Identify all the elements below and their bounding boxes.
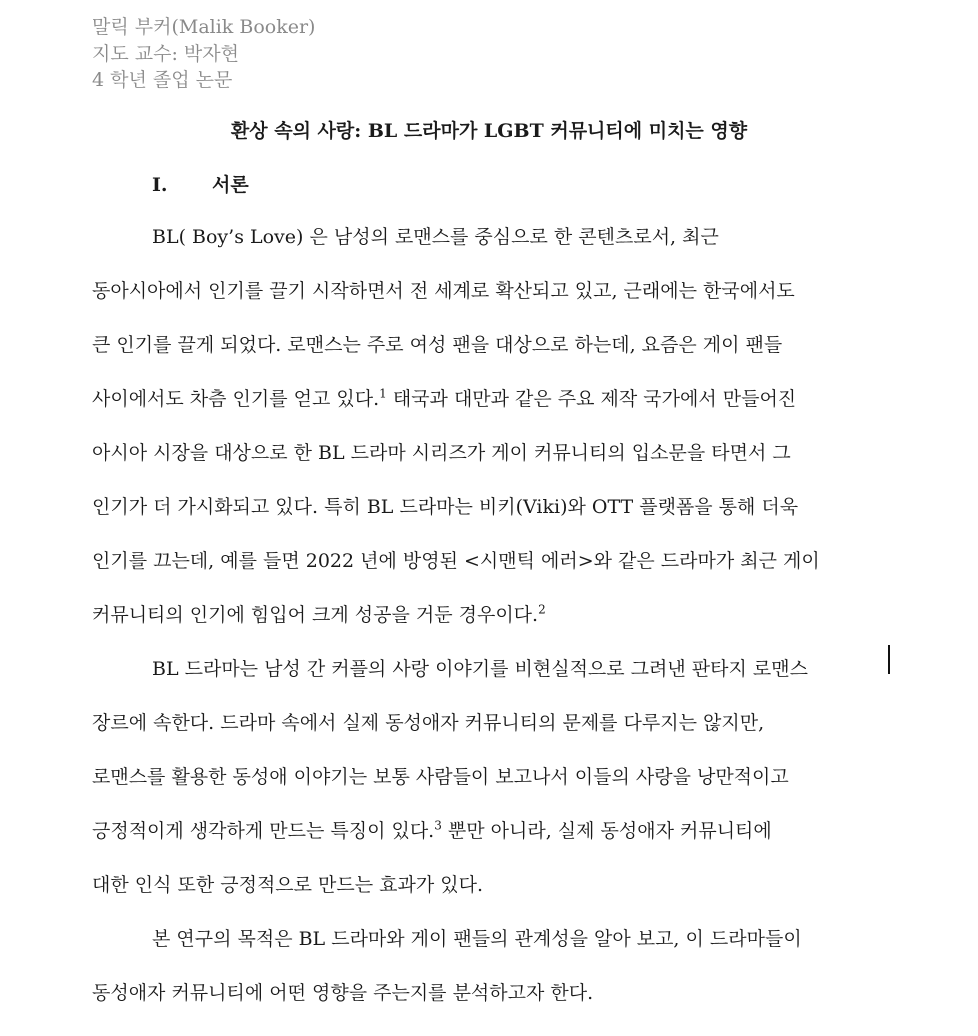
- section-title: 서론: [212, 174, 249, 196]
- text-line: 사이에서도 차츰 인기를 얻고 있다.$^1$ 태국과 대만과 같은 주요 제작 국가에서 만들어진: [92, 386, 797, 410]
- section-heading: [152, 170, 249, 197]
- author-line: 말릭 부커(Malik Booker): [92, 16, 316, 38]
- document-header: [92, 14, 315, 94]
- paper-title: 환상 속의 사랑: BL 드라마가 LGBT 커뮤니티에 미치는 영향: [230, 120, 748, 142]
- text-line: 대한 인식 또한 긍정적으로 만드는 효과가 있다.: [92, 874, 484, 896]
- text-line: 커뮤니티의 인기에 힘입어 크게 성공을 거둔 경우이다.$^2$: [92, 602, 546, 626]
- text-line: 동성애자 커뮤니티에 어떤 영향을 주는지를 분석하고자 한다.: [92, 982, 594, 1004]
- text-line: 아시아 시장을 대상으로 한 BL 드라마 시리즈가 게이 커뮤니티의 입소문을 타면서 그: [92, 442, 791, 464]
- text-line: 인기를 끄는데, 예를 들면 2022 년에 방영된 <시맨틱 에러>와 같은 드라마가 최근 게이: [92, 550, 820, 572]
- text-cursor: [888, 645, 890, 674]
- text-line: 동아시아에서 인기를 끌기 시작하면서 전 세계로 확산되고 있고, 근래에는 한국에서도: [92, 280, 795, 302]
- text-line: 장르에 속한다. 드라마 속에서 실제 동성애자 커뮤니티의 문제를 다루지는 않지만,: [92, 712, 765, 734]
- section-number: I.: [152, 174, 168, 196]
- text-line: 긍정적이게 생각하게 만드는 특징이 있다.$^3$ 뿐만 아니라, 실제 동성애자 커뮤니티에: [92, 818, 772, 842]
- text-line: 큰 인기를 끌게 되었다. 로맨스는 주로 여성 팬을 대상으로 하는데, 요즘은 게이 팬들: [92, 334, 783, 356]
- advisor-line: 지도 교수: 박자현: [92, 42, 239, 65]
- text-line: 로맨스를 활용한 동성애 이야기는 보통 사람들이 보고나서 이들의 사랑을 낭만적이고: [92, 766, 789, 788]
- text-line: 인기가 더 가시화되고 있다. 특히 BL 드라마는 비키(Viki)와 OTT 플랫폼을 통해 더욱: [92, 496, 799, 518]
- text-line: BL( Boy’s Love) 은 남성의 로맨스를 중심으로 한 콘텐츠로서, 최근: [152, 226, 719, 248]
- footnote-ref[interactable]: 1: [379, 386, 387, 401]
- text-line: 본 연구의 목적은 BL 드라마와 게이 팬들의 관계성을 알아 보고, 이 드라마들이: [152, 928, 802, 950]
- footnote-ref[interactable]: 3: [434, 818, 442, 833]
- footnote-ref[interactable]: 2: [538, 602, 546, 617]
- text-line: BL 드라마는 남성 간 커플의 사랑 이야기를 비현실적으로 그려낸 판타지 로맨스: [152, 658, 808, 680]
- course-line: 4 학년 졸업 논문: [92, 69, 233, 91]
